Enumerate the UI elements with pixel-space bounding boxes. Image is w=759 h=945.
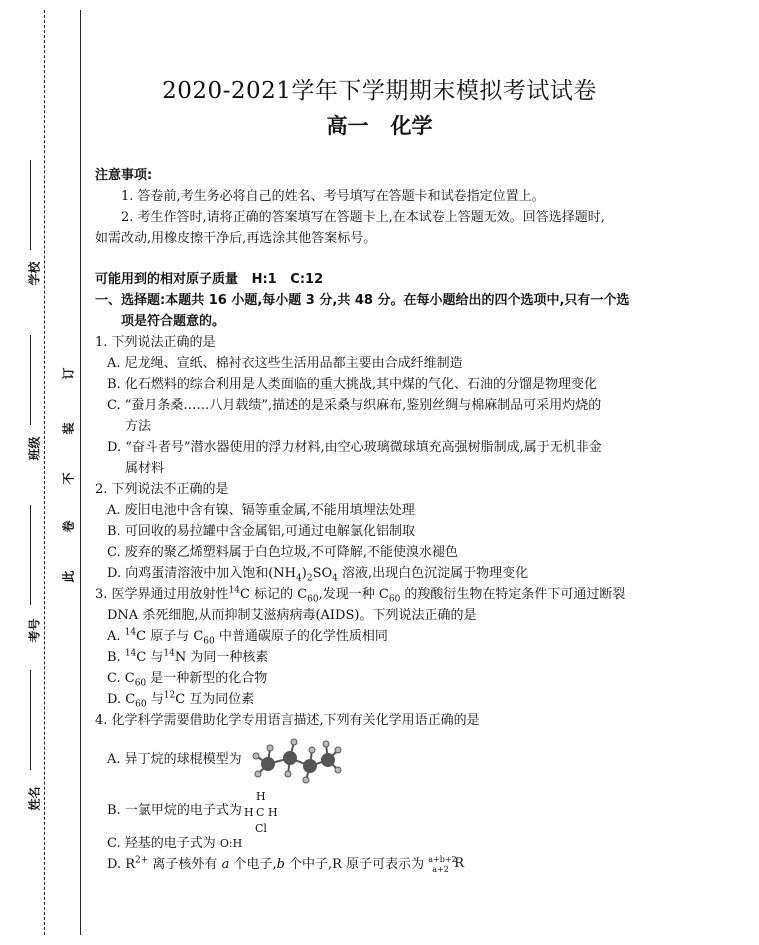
question-stem-cont: DNA 杀死细胞,从而抑制艾滋病病毒(AIDS)。下列说法正确的是: [107, 608, 477, 623]
seal-char: 不: [61, 472, 76, 485]
option-b: B. 一氯甲烷的电子式为 H H C H Cl: [107, 789, 278, 835]
name-blank: [30, 670, 31, 770]
option-b: B. 化石燃料的综合利用是人类面临的重大挑战,其中煤的气化、石油的分馏是物理变化: [107, 377, 597, 392]
class-label: 班级: [27, 436, 42, 461]
option-c-cont: 方法: [125, 419, 152, 434]
hydroxyl-lewis-structure: O:H: [219, 837, 243, 850]
question-3: [95, 584, 715, 710]
option-c: C. “蚕月条桑……八月载绩”,描述的是采桑与织麻布,鉴别丝绸与棉麻制品可采用灼烧的: [107, 398, 602, 413]
section-heading: 一、选择题:本题共 16 小题,每小题 3 分,共 48 分。在每小题给出的四个选项中,只有一个选: [95, 293, 630, 308]
seal-char: 装: [61, 422, 76, 435]
notice-heading: 注意事项:: [95, 168, 153, 183]
name-label: 姓名: [27, 786, 42, 811]
option-d: D. “奋斗者号”潜水器使用的浮力材料,由空心玻璃微球填充高强树脂制成,属于无机非金: [107, 440, 602, 455]
question-1: [95, 332, 715, 479]
school-label: 学校: [27, 261, 42, 286]
seal-char: 此: [61, 570, 76, 583]
option-d: D. $C_{60}$ 与$^{12}$C 互为同位素: [107, 690, 255, 710]
chloromethane-lewis-structure: H H C H Cl: [243, 789, 278, 835]
exam-subtitle: 高一 化学: [326, 114, 433, 138]
school-blank: [30, 160, 31, 250]
notice-item-2-cont: 如需改动,用橡皮擦干净后,再选涂其他答案标号。: [95, 231, 377, 246]
option-d-cont: 属材料: [125, 461, 165, 476]
notice-item-1: 1. 答卷前,考生务必将自己的姓名、考号填写在答题卡和试卷指定位置上。: [121, 189, 545, 204]
question-stem: 4. 化学科学需要借助化学专用语言描述,下列有关化学用语正确的是: [95, 713, 480, 728]
option-a: A. 废旧电池中含有镍、镉等重金属,不能用填埋法处理: [107, 503, 415, 518]
option-d: D. 向鸡蛋清溶液中加入饱和$(NH_4)_2SO_4$ 溶液,出现白色沉淀属于物理变化: [107, 566, 529, 584]
option-a: A. $^{14}$C 原子与 $C_{60}$ 中普通碳原子的化学性质相同: [107, 627, 388, 647]
binding-margin: [0, 0, 82, 945]
exam-no-blank: [30, 505, 31, 605]
seal-dashed-line: [44, 10, 45, 935]
question-stem: 2. 下列说法不正确的是: [95, 482, 229, 497]
nuclide-notation: a+b+2 a+2 R: [428, 854, 465, 874]
exam-title: 2020-2021学年下学期期末模拟考试试卷: [162, 78, 597, 104]
section-heading-cont: 项是符合题意的。: [121, 314, 226, 329]
class-blank: [30, 335, 31, 425]
option-b: B. $^{14}$C 与$^{14}$N 为同一种核素: [107, 648, 269, 665]
atomic-mass-line: 可能用到的相对原子质量 H:1 C:12: [95, 272, 324, 287]
question-2: [95, 479, 715, 584]
option-d: D. $R^{2+}$ 离子核外有 a 个电子,b 个中子,R 原子可表示为 a+b+2 a+2 R: [95, 854, 715, 875]
question-stem: 1. 下列说法正确的是: [95, 335, 216, 350]
option-b: B. 可回收的易拉罐中含金属铝,可通过电解氯化铝制取: [107, 524, 415, 539]
seal-char: 订: [61, 367, 76, 380]
seal-char: 卷: [61, 520, 76, 533]
option-c: C. 废弃的聚乙烯塑料属于白色垃圾,不可降解,不能使溴水褪色: [107, 545, 459, 560]
option-a: A. 尼龙绳、宣纸、棉衬衣这些生活用品都主要由合成纤维制造: [107, 356, 463, 371]
option-c: C. 羟基的电子式为 O:H: [95, 833, 715, 854]
exam-content: [95, 165, 715, 875]
margin-border-line: [80, 10, 81, 935]
question-stem: 3. 医学界通过用放射性$^{14}$C 标记的 $C_{60}$,发现一种 $C_{60}$ 的羧酸衍生物在特定条件下可通过断裂: [95, 585, 626, 605]
question-4: [95, 710, 715, 875]
option-c: C. $C_{60}$ 是一种新型的化合物: [107, 671, 268, 689]
exam-no-label: 考号: [27, 618, 42, 643]
option-a: A. 异丁烷的球棍模型为: [95, 731, 715, 789]
notice-item-2: 2. 考生作答时,请将正确的答案填写在答题卡上,在本试卷上答题无效。回答选择题时,: [121, 210, 605, 225]
